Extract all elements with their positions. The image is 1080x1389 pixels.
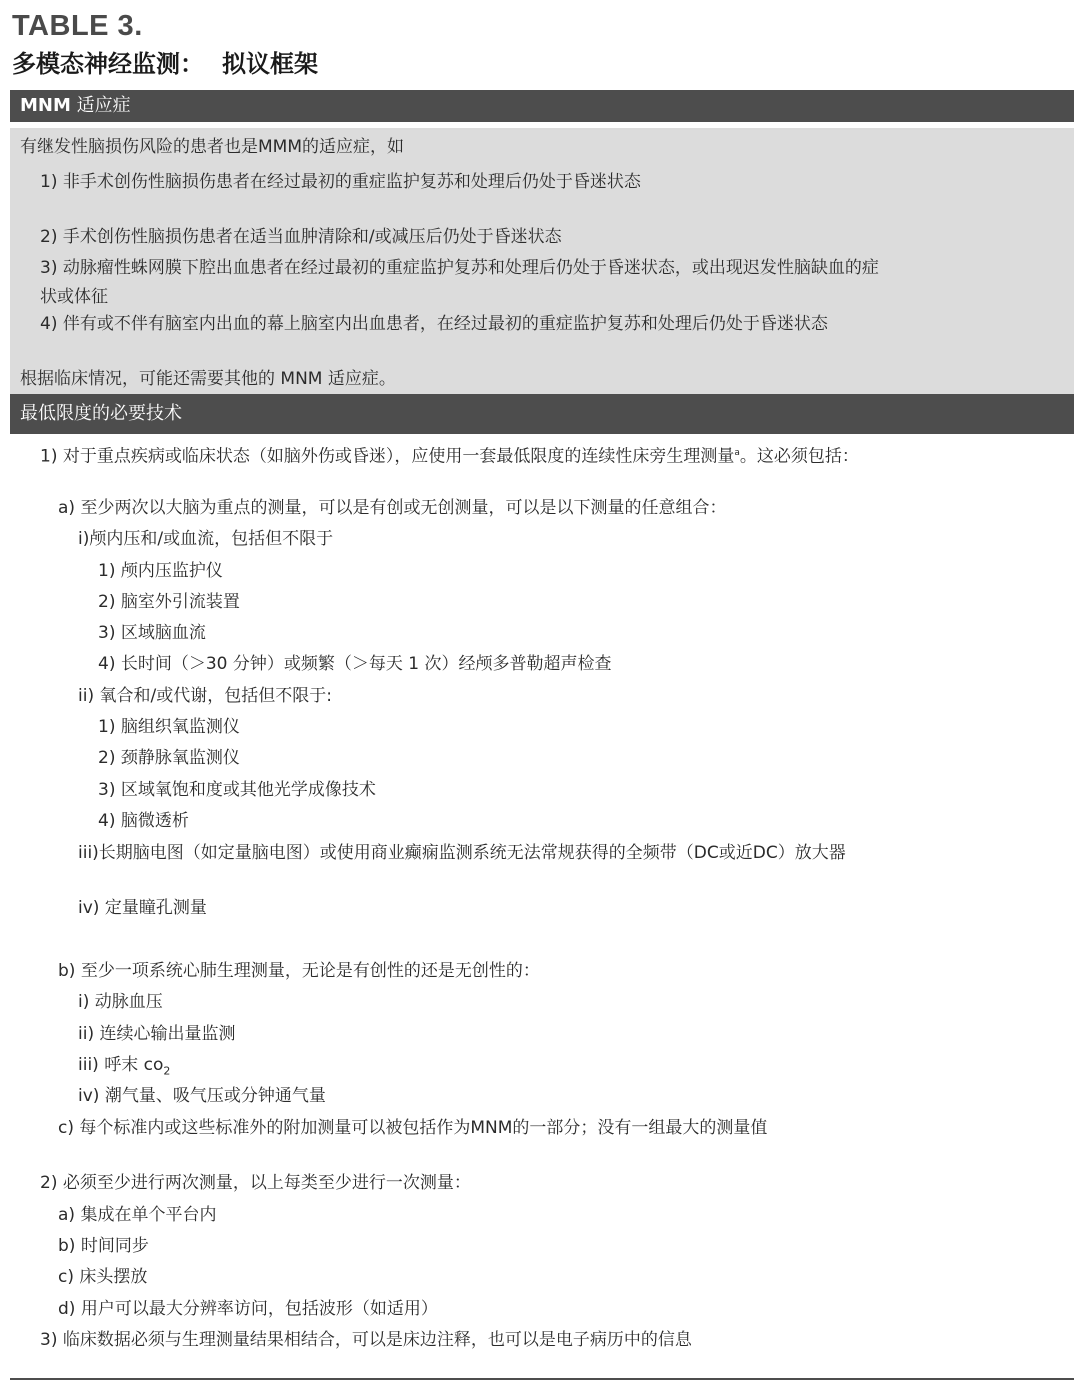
footnote-marker: a	[734, 448, 740, 458]
section-heading-indications	[10, 90, 1074, 122]
requirement-1a-i: i)颅内压和/或血流，包括但不限于	[78, 529, 334, 549]
requirement-2: 2) 必须至少进行两次测量，以上每类至少进行一次测量：	[40, 1173, 471, 1193]
list-item: 1) 脑组织氧监测仪	[98, 717, 240, 737]
requirement-1-end: 。这必须包括：	[739, 446, 859, 467]
requirement-1a-iv: iv) 定量瞳孔测量	[78, 898, 207, 918]
list-item: b) 时间同步	[58, 1236, 149, 1256]
list-item: 2) 脑室外引流装置	[98, 592, 240, 612]
list-item: c) 床头摆放	[58, 1267, 148, 1287]
requirement-1	[40, 441, 859, 469]
co2-subscript: 2	[163, 1064, 171, 1078]
list-item: ii) 连续心输出量监测	[78, 1024, 236, 1044]
table-title	[12, 44, 318, 79]
requirement-1a: a) 至少两次以大脑为重点的测量，可以是有创或无创测量，可以是以下测量的任意组合：	[58, 498, 727, 518]
list-item: 4) 长时间（＞30 分钟）或频繁（＞每天 1 次）经颅多普勒超声检查	[98, 654, 612, 674]
list-item: iv) 潮气量、吸气压或分钟通气量	[78, 1086, 326, 1106]
requirement-1a-ii: ii) 氧合和/或代谢，包括但不限于:	[78, 686, 332, 706]
list-item: i) 动脉血压	[78, 992, 163, 1012]
list-item: 4) 脑微透析	[98, 811, 189, 831]
bottom-rule	[10, 1378, 1074, 1380]
requirement-1-text: 1) 对于重点疾病或临床状态（如脑外伤或昏迷），应使用一套最低限度的连续性床旁生理测量	[40, 446, 735, 467]
indication-item: 3) 动脉瘤性蛛网膜下腔出血患者在经过最初的重症监护复苏和处理后仍处于昏迷状态，或出现迟发性脑缺血的症	[40, 258, 879, 278]
co2-text: iii) 呼末 co	[78, 1055, 164, 1075]
requirement-3: 3) 临床数据必须与生理测量结果相结合，可以是床边注释，也可以是电子病历中的信息	[40, 1330, 692, 1350]
list-item: a) 集成在单个平台内	[58, 1205, 217, 1225]
heading-indications-text: 适应症	[70, 95, 131, 116]
requirement-1c: c) 每个标准内或这些标准外的附加测量可以被包括作为MNM的一部分；没有一组最大的测量值	[58, 1118, 768, 1138]
title-part1: 多模态神经监测：	[12, 50, 204, 78]
list-item: 1) 颅内压监护仪	[98, 561, 223, 581]
indications-footer: 根据临床情况，可能还需要其他的 MNM 适应症。	[20, 369, 396, 389]
heading-mnm: MNM	[20, 95, 71, 116]
requirement-1a-iii: iii)长期脑电图（如定量脑电图）或使用商业癫痫监测系统无法常规获得的全频带（DC或近DC）放大器	[78, 843, 846, 863]
indications-intro: 有继发性脑损伤风险的患者也是MMM的适应症，如	[20, 137, 405, 157]
section-heading-technology: 最低限度的必要技术	[10, 396, 1074, 434]
list-item: d) 用户可以最大分辨率访问，包括波形（如适用）	[58, 1299, 438, 1319]
list-item-co2	[78, 1053, 170, 1083]
indication-item-cont: 状或体征	[40, 287, 108, 307]
title-part2: 拟议框架	[222, 50, 318, 78]
indication-item: 4) 伴有或不伴有脑室内出血的幕上脑室内出血患者，在经过最初的重症监护复苏和处理后仍处于昏迷状态	[40, 314, 828, 334]
indication-item: 2) 手术创伤性脑损伤患者在适当血肿清除和/或减压后仍处于昏迷状态	[40, 227, 562, 247]
list-item: 3) 区域脑血流	[98, 623, 206, 643]
indication-item: 1) 非手术创伤性脑损伤患者在经过最初的重症监护复苏和处理后仍处于昏迷状态	[40, 172, 641, 192]
list-item: 2) 颈静脉氧监测仪	[98, 748, 240, 768]
table-label: TABLE 3.	[12, 10, 143, 42]
list-item: 3) 区域氧饱和度或其他光学成像技术	[98, 780, 376, 800]
requirement-1b: b) 至少一项系统心肺生理测量，无论是有创性的还是无创性的：	[58, 961, 540, 981]
